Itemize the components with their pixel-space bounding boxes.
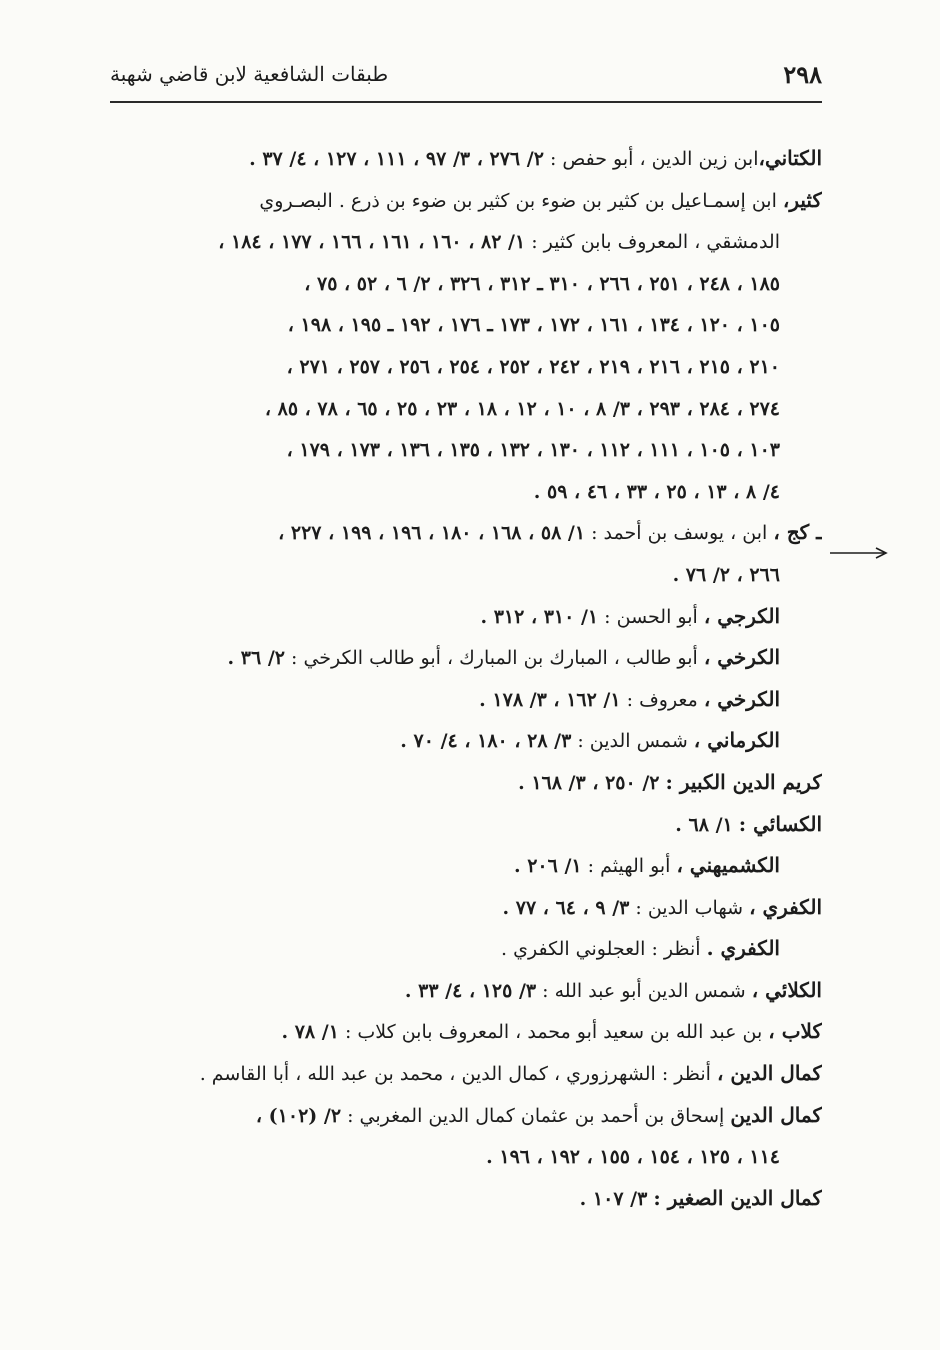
index-line (110, 304, 822, 346)
index-line (110, 637, 822, 679)
entry-name: الكشميهني ، (676, 853, 780, 878)
index-line (110, 1053, 822, 1095)
index-line (110, 1178, 822, 1220)
index-line (110, 804, 822, 846)
page-number: ٢٩٨ (783, 60, 822, 89)
entry-refs: ٢/ ٣٦ . (227, 647, 285, 670)
entry-refs: ٣/ ٢٨ ، ١٨٠ ، ٤/ ٧٠ . (400, 730, 572, 753)
entry-name: الكرماني ، (693, 728, 780, 753)
index-line (110, 138, 822, 180)
entry-name: الكسائي : (738, 811, 822, 836)
entry-refs: ١/ ٨٢ ، ١٦٠ ، ١٦١ ، ١٦٦ ، ١٧٧ ، ١٨٤ ، (218, 231, 526, 254)
index-line (110, 388, 822, 430)
entry-name: كلاب ، (768, 1019, 822, 1044)
entry-text: أبو طالب ، المبارك بن المبارك ، أبو طالب الكرخي : (284, 647, 704, 670)
entry-name: الكرجي ، (703, 603, 780, 628)
entry-name: الكرخي ، (703, 686, 780, 711)
entry-name: الكفري ، (749, 894, 822, 919)
entry-name: الكفري . (706, 936, 780, 961)
index-line (110, 928, 822, 970)
running-title: طبقات الشافعية لابن قاضي شهبة (110, 62, 389, 86)
entry-text: أنظر : العجلوني الكفري . (501, 938, 707, 961)
header-rule (110, 101, 822, 103)
entry-name: الكرخي ، (703, 645, 780, 670)
entry-refs: ١/ ٧٨ . (281, 1021, 339, 1044)
entry-refs: ١/ ٦٨ . (675, 813, 733, 836)
index-line (110, 512, 822, 554)
entry-text: الدمشقي ، المعروف بابن كثير : (525, 231, 780, 254)
entry-text: أبو الحسن : (598, 605, 704, 628)
entry-name: كمال الدين الصغير : (653, 1185, 822, 1210)
entry-refs: ٣/ ١٠٧ . (579, 1187, 648, 1210)
index-entries (110, 138, 822, 1219)
entry-refs: ٢/ ٢٧٦ ، ٣/ ٩٧ ، ١١١ ، ١٢٧ ، ٤/ ٣٧ . (249, 148, 544, 170)
entry-text: بن عبد الله بن سعيد أبو محمد ، المعروف بابن كلاب : (338, 1021, 769, 1044)
entry-refs: ١/ ٢٠٦ . (513, 855, 582, 878)
entry-refs: ١٨٥ ، ٢٤٨ ، ٢٥١ ، ٢٦٦ ، ٣١٠ ـ ٣١٢ ، ٣٢٦ ، ٢/ ٦ ، ٥٢ ، ٧٥ ، (304, 272, 780, 295)
entry-text: شهاب الدين : (629, 896, 750, 919)
entry-refs: ٣/ ١٢٥ ، ٤/ ٣٣ . (404, 979, 537, 1002)
entry-refs: ١٠٣ ، ١٠٥ ، ١١١ ، ١١٢ ، ١٣٠ ، ١٣٢ ، ١٣٥ ، ١٣٦ ، ١٧٣ ، ١٧٩ ، (286, 439, 780, 462)
margin-arrow-icon (828, 542, 890, 562)
entry-text: ابن ، يوسف بن أحمد : (585, 522, 774, 545)
index-line (110, 845, 822, 887)
entry-text: ابن زين الدين ، أبو حفص : (543, 148, 759, 170)
index-line (110, 720, 822, 762)
index-line (110, 471, 822, 513)
entry-name: كريم الدين الكبير : (665, 769, 822, 794)
entry-name: كمال الدين ، (716, 1061, 822, 1086)
entry-refs: ٢/ ٢٥٠ ، ٣/ ١٦٨ . (518, 771, 660, 794)
index-line (110, 263, 822, 305)
index-line (110, 1136, 822, 1178)
entry-refs: ٢/ (١٠٢) ، (255, 1104, 342, 1127)
entry-refs: ٣/ ٩ ، ٦٤ ، ٧٧ . (502, 896, 630, 919)
index-line (110, 679, 822, 721)
entry-text: شمس الدين : (571, 730, 694, 753)
index-line (110, 221, 822, 263)
entry-text: أبو الهيثم : (581, 855, 677, 878)
index-line (110, 180, 822, 222)
entry-name: كثير، (782, 187, 822, 212)
entry-name: ـ كج ، (773, 520, 822, 545)
entry-name: الكتاني، (758, 146, 822, 170)
entry-refs: ٢١٠ ، ٢١٥ ، ٢١٦ ، ٢١٩ ، ٢٤٢ ، ٢٥٢ ، ٢٥٤ ، ٢٥٦ ، ٢٥٧ ، ٢٧١ ، (286, 355, 780, 378)
entry-refs: ١/ ٣١٠ ، ٣١٢ . (480, 605, 599, 628)
entry-refs: ٤/ ٨ ، ١٣ ، ٢٥ ، ٣٣ ، ٤٦ ، ٥٩ . (533, 480, 780, 503)
entry-text: معروف : (620, 688, 704, 711)
index-line (110, 762, 822, 804)
entry-text: إسحاق بن أحمد بن عثمان كمال الدين المغربي : (341, 1104, 731, 1127)
index-line (110, 970, 822, 1012)
index-line (110, 1011, 822, 1053)
index-line (110, 554, 822, 596)
page-header (110, 56, 822, 96)
index-line (110, 596, 822, 638)
entry-text: ابن إسمـاعيل بن كثير بن ضوء بن كثير بن ضوء بن ذرع . البصـروي (259, 189, 783, 212)
index-line (110, 1095, 822, 1137)
index-line (110, 429, 822, 471)
index-line (110, 887, 822, 929)
entry-refs: ١/ ٥٨ ، ١٦٨ ، ١٨٠ ، ١٩٦ ، ١٩٩ ، ٢٢٧ ، (278, 522, 586, 545)
entry-refs: ١٠٥ ، ١٢٠ ، ١٣٤ ، ١٦١ ، ١٧٢ ، ١٧٣ ـ ١٧٦ ، ١٩٢ ـ ١٩٥ ، ١٩٨ ، (287, 314, 780, 337)
entry-name: الكلائي ، (751, 977, 822, 1002)
entry-refs: ٢٧٤ ، ٢٨٤ ، ٢٩٣ ، ٣/ ٨ ، ١٠ ، ١٢ ، ١٨ ، ٢٣ ، ٢٥ ، ٦٥ ، ٧٨ ، ٨٥ ، (264, 397, 780, 420)
entry-name: كمال الدين (730, 1102, 822, 1127)
entry-text: شمس الدين أبو عبد الله : (536, 979, 752, 1002)
entry-text: أنظر : الشهرزوري ، كمال الدين ، محمد بن عبد الله ، أبا القاسم . (199, 1063, 717, 1086)
entry-refs: ١١٤ ، ١٢٥ ، ١٥٤ ، ١٥٥ ، ١٩٢ ، ١٩٦ . (486, 1146, 780, 1169)
entry-refs: ٢٦٦ ، ٢/ ٧٦ . (672, 563, 780, 586)
index-line (110, 346, 822, 388)
entry-refs: ١/ ١٦٢ ، ٣/ ١٧٨ . (479, 688, 621, 711)
